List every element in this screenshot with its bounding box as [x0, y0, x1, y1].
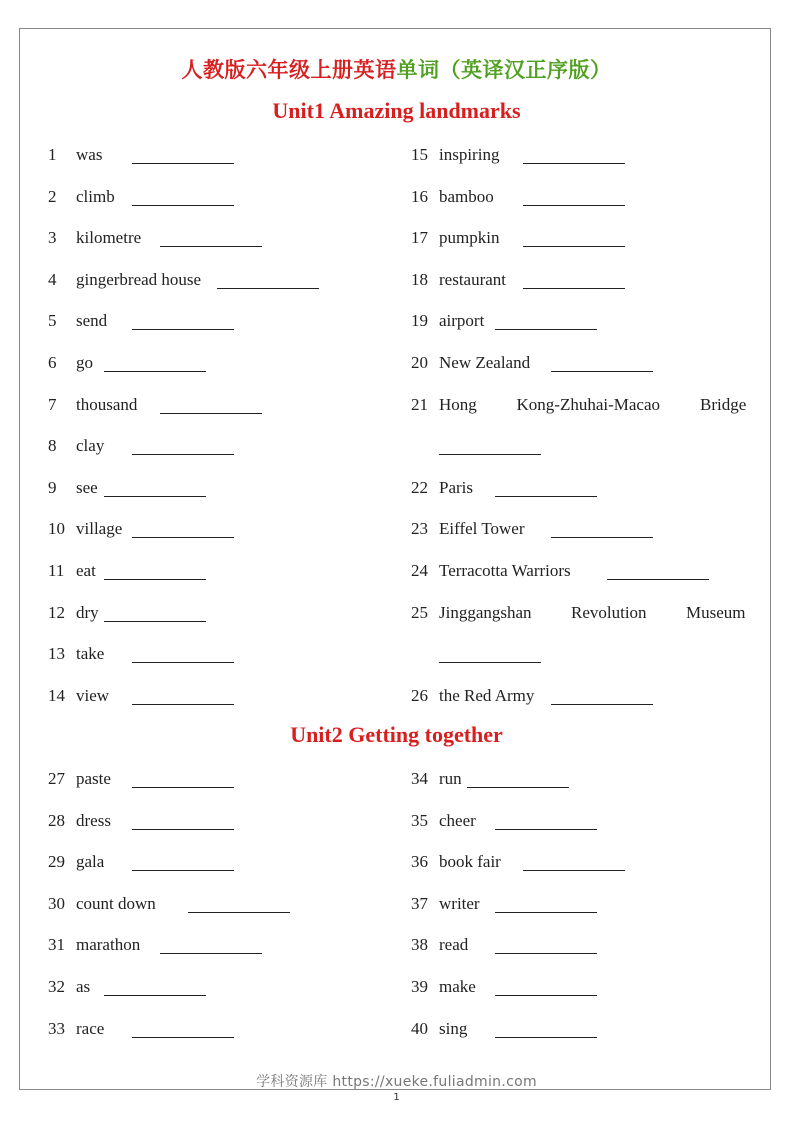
answer-blank[interactable] — [104, 371, 206, 372]
item-word: count down — [76, 893, 156, 913]
answer-blank[interactable] — [439, 454, 541, 455]
item-number: 14 — [48, 685, 65, 705]
item-number: 32 — [48, 977, 65, 996]
answer-blank[interactable] — [104, 621, 206, 622]
title-green-part: 单词（英译汉正序版） — [396, 58, 612, 82]
item-number: 35 — [411, 810, 428, 830]
item-word-part: Hong — [439, 394, 477, 414]
item-number: 30 — [48, 893, 65, 913]
item-number: 20 — [411, 353, 428, 372]
answer-blank[interactable] — [523, 205, 625, 206]
answer-blank[interactable] — [132, 329, 234, 330]
answer-blank[interactable] — [160, 413, 262, 414]
item-number: 9 — [48, 477, 57, 497]
item-word-part: Museum — [686, 602, 746, 622]
answer-blank[interactable] — [495, 829, 597, 830]
item-number: 4 — [48, 269, 57, 289]
answer-blank[interactable] — [160, 246, 262, 247]
answer-blank[interactable] — [132, 704, 234, 705]
item-word: read — [439, 935, 469, 955]
item-word: pumpkin — [439, 228, 500, 248]
item-number: 26 — [411, 685, 428, 705]
answer-blank[interactable] — [551, 537, 653, 538]
item-number: 40 — [411, 1018, 428, 1038]
answer-blank[interactable] — [495, 496, 597, 497]
answer-blank[interactable] — [217, 288, 319, 289]
item-number: 33 — [48, 1018, 65, 1038]
answer-blank[interactable] — [495, 995, 597, 996]
item-number: 7 — [48, 394, 57, 414]
item-number: 24 — [411, 561, 428, 580]
item-word: thousand — [76, 394, 138, 414]
answer-blank[interactable] — [104, 995, 206, 996]
answer-blank[interactable] — [132, 829, 234, 830]
item-number: 25 — [411, 602, 428, 622]
page-title — [0, 54, 793, 84]
item-word-part: Kong-Zhuhai-Macao — [516, 394, 661, 414]
item-word: writer — [439, 893, 480, 913]
item-number: 5 — [48, 311, 57, 331]
answer-blank[interactable] — [523, 163, 625, 164]
answer-blank[interactable] — [132, 870, 234, 871]
item-number: 6 — [48, 353, 57, 372]
item-word-part: Bridge — [700, 394, 747, 414]
answer-blank[interactable] — [551, 371, 653, 372]
answer-blank[interactable] — [467, 787, 569, 788]
item-number: 38 — [411, 935, 428, 955]
item-word: restaurant — [439, 269, 507, 289]
item-word: marathon — [76, 935, 141, 955]
item-number: 23 — [411, 519, 428, 539]
answer-blank[interactable] — [523, 870, 625, 871]
item-number: 21 — [411, 394, 428, 414]
answer-blank[interactable] — [495, 1037, 597, 1038]
item-word: eat — [76, 561, 96, 580]
item-word: send — [76, 311, 108, 331]
item-word: book fair — [439, 852, 501, 872]
answer-blank[interactable] — [523, 288, 625, 289]
item-word: go — [76, 353, 93, 372]
item-word: inspiring — [439, 145, 500, 164]
item-word: cheer — [439, 810, 476, 830]
item-number: 27 — [48, 769, 65, 788]
item-word: run — [439, 769, 462, 788]
item-number: 11 — [48, 561, 65, 580]
item-number: 15 — [411, 145, 428, 164]
item-word: see — [76, 477, 98, 497]
item-number: 29 — [48, 852, 65, 872]
unit1-heading: Unit1 Amazing landmarks — [272, 98, 521, 123]
item-word: climb — [76, 186, 115, 206]
item-word: paste — [76, 769, 111, 788]
item-number: 39 — [411, 977, 428, 996]
answer-blank[interactable] — [104, 496, 206, 497]
item-word: take — [76, 644, 105, 664]
item-number: 19 — [411, 311, 428, 331]
item-word: view — [76, 685, 110, 705]
page-border — [19, 28, 771, 1090]
item-word: was — [76, 145, 103, 164]
answer-blank[interactable] — [132, 205, 234, 206]
title-red-part: 人教版六年级上册英语 — [181, 58, 397, 82]
answer-blank[interactable] — [132, 1037, 234, 1038]
item-number: 1 — [48, 145, 57, 164]
item-number: 10 — [48, 519, 65, 539]
item-number: 12 — [48, 602, 65, 622]
answer-blank[interactable] — [607, 579, 709, 580]
answer-blank[interactable] — [132, 537, 234, 538]
item-number: 3 — [48, 228, 57, 248]
item-word: Paris — [439, 477, 473, 497]
page-number: 1 — [393, 1092, 400, 1103]
item-word: the Red Army — [439, 685, 535, 705]
item-word: clay — [76, 436, 105, 456]
item-word: gala — [76, 852, 105, 872]
item-word: Terracotta Warriors — [439, 561, 571, 580]
item-word: village — [76, 519, 123, 539]
answer-blank[interactable] — [439, 662, 541, 663]
item-number: 31 — [48, 935, 65, 955]
answer-blank[interactable] — [523, 246, 625, 247]
answer-blank[interactable] — [132, 787, 234, 788]
item-word: sing — [439, 1018, 468, 1038]
answer-blank[interactable] — [495, 912, 597, 913]
answer-blank[interactable] — [495, 329, 597, 330]
item-word: race — [76, 1018, 105, 1038]
answer-blank[interactable] — [160, 953, 262, 954]
item-word-part: Jinggangshan — [439, 602, 532, 622]
answer-blank[interactable] — [188, 912, 290, 913]
item-word: gingerbread house — [76, 269, 202, 289]
item-number: 36 — [411, 852, 428, 872]
item-number: 17 — [411, 228, 428, 248]
item-number: 37 — [411, 893, 428, 913]
item-number: 28 — [48, 810, 65, 830]
item-number: 34 — [411, 769, 428, 788]
item-word: make — [439, 977, 476, 996]
answer-blank[interactable] — [551, 704, 653, 705]
item-word: bamboo — [439, 186, 494, 206]
footer-watermark: 学科资源库 https://xueke.fuliadmin.com — [256, 1074, 537, 1090]
item-word: airport — [439, 311, 485, 331]
item-word: dress — [76, 810, 111, 830]
item-word: dry — [76, 602, 99, 622]
item-word-part: Revolution — [571, 602, 647, 622]
answer-blank[interactable] — [104, 579, 206, 580]
item-word: New Zealand — [439, 353, 531, 372]
item-number: 18 — [411, 269, 428, 289]
answer-blank[interactable] — [495, 953, 597, 954]
item-number: 2 — [48, 186, 57, 206]
item-word: kilometre — [76, 228, 142, 248]
unit2-heading: Unit2 Getting together — [290, 722, 503, 747]
answer-blank[interactable] — [132, 163, 234, 164]
answer-blank[interactable] — [132, 454, 234, 455]
item-number: 16 — [411, 186, 428, 206]
item-number: 13 — [48, 644, 65, 664]
answer-blank[interactable] — [132, 662, 234, 663]
item-word: Eiffel Tower — [439, 519, 525, 539]
item-number: 8 — [48, 436, 57, 456]
item-number: 22 — [411, 477, 428, 497]
item-word: as — [76, 977, 91, 996]
